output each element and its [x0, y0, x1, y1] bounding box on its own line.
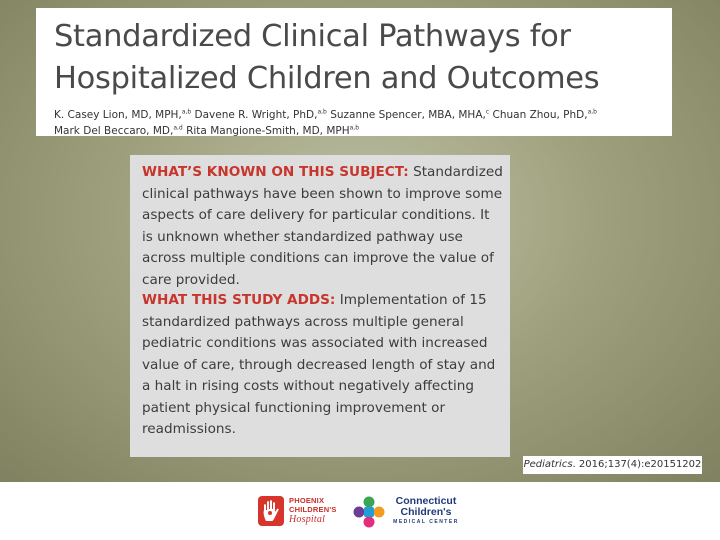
- citation-reference: . 2016;137(4):e20151202: [572, 459, 702, 470]
- author-affiliation: c: [485, 108, 490, 116]
- author-list: [54, 107, 654, 139]
- article-title: [54, 16, 670, 100]
- connecticut-line3: MEDICAL CENTER: [393, 519, 459, 525]
- author-name: Mark Del Beccaro, MD,: [54, 125, 174, 137]
- author-affiliation: a,b: [349, 124, 360, 132]
- author-affiliation: a,b: [181, 108, 192, 116]
- phoenix-line1: PHOENIX: [289, 496, 325, 505]
- author-name: K. Casey Lion, MD, MPH,: [54, 109, 182, 121]
- author: [186, 125, 359, 137]
- phoenix-childrens-wordmark: [289, 497, 349, 525]
- author-name: Suzanne Spencer, MBA, MHA,: [330, 109, 486, 121]
- author: [195, 109, 327, 121]
- author-name: Davene R. Wright, PhD,: [194, 109, 318, 121]
- connecticut-childrens-wordmark: [389, 496, 463, 526]
- adds-text: Implementation of 15 standardized pathways across multiple general pediatric conditions was associated with increased value of care, through decreased length of stay and a halt in rising costs without negatively affecting patient physical functioning improvement or readmissions.: [142, 292, 496, 437]
- citation: [523, 456, 702, 474]
- known-text: Standardized clinical pathways have been shown to improve some aspects of care delivery for particular conditions. It is unknown whether standardized pathway use across multiple conditions can improve the value of care provided.: [142, 164, 503, 288]
- known-section: [142, 162, 504, 291]
- adds-section: [142, 290, 504, 441]
- article-title-line2: Hospitalized Children and Outcomes: [54, 61, 600, 96]
- citation-journal: Pediatrics: [523, 459, 573, 470]
- study-summary-box: [130, 155, 510, 457]
- connecticut-childrens-logo: [352, 494, 462, 534]
- phoenix-line2: CHILDREN'S: [289, 504, 337, 514]
- author-name: Rita Mangione-Smith, MD, MPH: [186, 125, 350, 137]
- author: [330, 109, 489, 121]
- phoenix-line3: Hospital: [289, 514, 326, 525]
- article-title-line1: Standardized Clinical Pathways for: [54, 19, 571, 54]
- phoenix-childrens-logo: [258, 496, 348, 530]
- author: [54, 125, 183, 137]
- author-affiliation: a,b: [587, 108, 597, 116]
- author: [54, 109, 191, 121]
- article-header: [36, 8, 672, 136]
- connecticut-line2: Children's: [400, 506, 452, 518]
- logo-bar: [0, 482, 720, 540]
- known-heading: WHAT’S KNOWN ON THIS SUBJECT:: [142, 164, 409, 180]
- cross-icon: [352, 495, 386, 529]
- adds-heading: WHAT THIS STUDY ADDS:: [142, 292, 336, 308]
- connecticut-line1: Connecticut: [395, 495, 457, 507]
- hand-icon: [258, 496, 284, 526]
- author-affiliation: a,d: [173, 124, 183, 132]
- author-affiliation: a,b: [317, 108, 327, 116]
- author-name: Chuan Zhou, PhD,: [492, 109, 588, 121]
- author: [493, 109, 598, 121]
